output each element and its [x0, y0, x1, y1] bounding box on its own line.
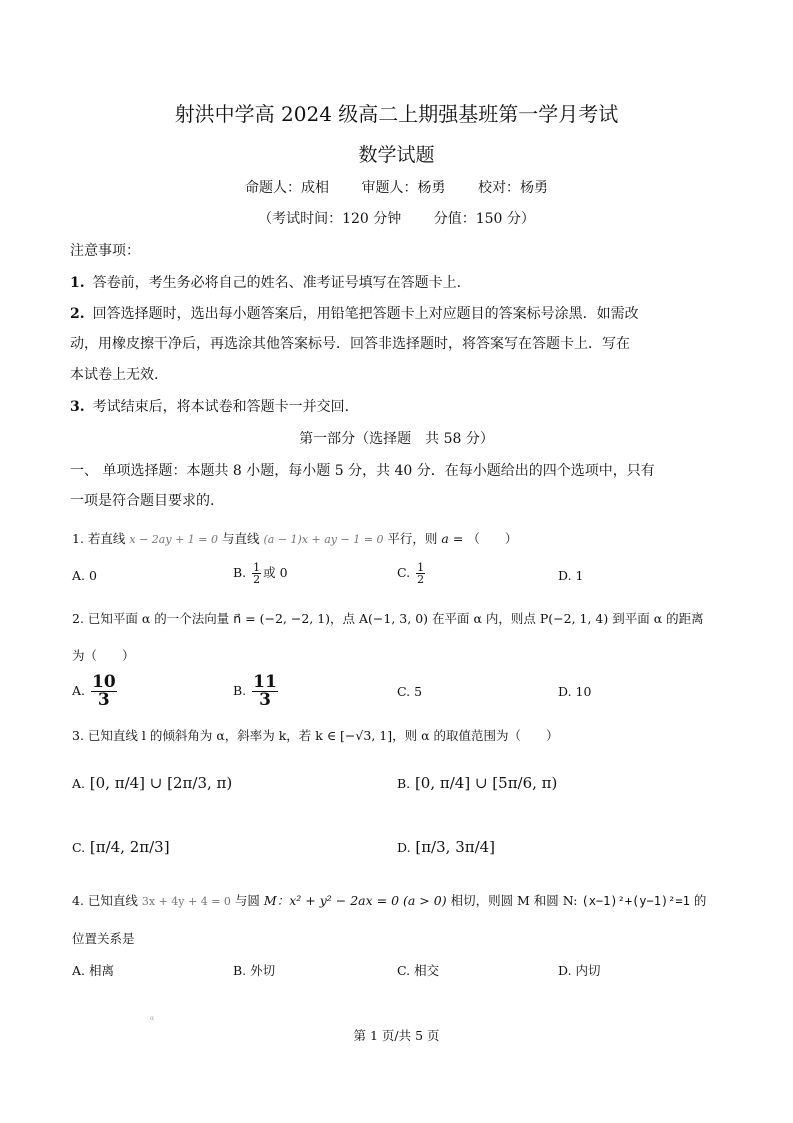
q4-circle-n: (x−1)²+(y−1)²=1: [581, 894, 690, 908]
q3-b-label: B.: [397, 776, 411, 791]
q3-option-a: [72, 774, 232, 792]
q1-stem-b: 与直线: [221, 531, 260, 546]
q1-b-fraction: [252, 562, 261, 585]
q3-c-expression: [π/4, 2π/3]: [89, 838, 170, 856]
q2-option-a: [72, 674, 119, 709]
q3-d-label: D.: [397, 840, 411, 855]
question-4-line-1: [72, 891, 706, 909]
q2-a-numerator: 10: [92, 672, 116, 692]
q3-option-d: [397, 838, 495, 856]
q1-option-d: D. 1: [558, 568, 584, 583]
q1-b-numerator: 1: [253, 561, 261, 574]
section-intro-line-2: 一项是符合题目要求的.: [70, 493, 215, 509]
q2-option-b: [233, 674, 280, 709]
question-4-line-2: 位置关系是: [72, 931, 135, 946]
authors-line: [0, 177, 793, 197]
note-3-number: 3.: [70, 399, 85, 415]
q3-a-expression: [0, π/4] ∪ [2π/3, π): [89, 774, 233, 792]
q1-line-1: x − 2ay + 1 = 0: [129, 533, 218, 546]
note-2-number: 2.: [70, 306, 85, 322]
question-1-stem: [72, 529, 517, 547]
note-2-line-1: [70, 303, 639, 323]
q4-stem-b: 与圆: [234, 893, 260, 908]
stray-mark: α: [150, 1015, 155, 1022]
q3-c-label: C.: [72, 840, 86, 855]
section-intro-line-1: 一、 单项选择题：本题共 8 小题，每小题 5 分，共 40 分．在每小题给出的四个选项中，只有: [70, 463, 655, 479]
note-3: [70, 396, 349, 416]
q4-stem-a: 4. 已知直线: [72, 893, 138, 908]
q4-option-b: B. 外切: [233, 963, 276, 978]
q4-line: 3x + 4y + 4 = 0: [141, 895, 231, 908]
q1-option-b: [233, 562, 288, 585]
q1-c-denominator: 2: [417, 573, 425, 586]
q2-a-label: A.: [72, 683, 86, 698]
section-title: 第一部分（选择题 共 58 分）: [299, 431, 494, 447]
q2-b-numerator: 11: [253, 672, 277, 692]
q4-option-a: A. 相离: [72, 963, 114, 978]
q2-b-denominator: 3: [259, 690, 271, 710]
q1-b-label: B.: [233, 565, 247, 580]
q4-stem-d: 的: [693, 893, 707, 908]
q1-line-2: (a − 1)x + ay − 1 = 0: [263, 533, 384, 546]
q1-b-suffix: 或 0: [263, 565, 288, 580]
q3-a-label: A.: [72, 776, 86, 791]
q2-option-c: C. 5: [397, 684, 423, 699]
q4-option-c: C. 相交: [397, 963, 440, 978]
note-1-text: 答卷前，考生务必将自己的姓名、准考证号填写在答题卡上.: [92, 275, 462, 291]
q1-option-a: A. 0: [72, 568, 97, 583]
q3-option-b: [397, 774, 557, 792]
setter: 命题人：成相: [245, 180, 330, 196]
q4-stem-c: 相切，则圆 M 和圆 N:: [450, 893, 578, 908]
q2-b-fraction: [252, 674, 278, 709]
note-1: [70, 272, 461, 292]
q2-b-label: B.: [233, 683, 247, 698]
exam-info: [0, 208, 793, 228]
q1-c-numerator: 1: [417, 561, 425, 574]
q1-c-fraction: [416, 562, 425, 585]
proofreader: 校对：杨勇: [477, 180, 548, 196]
note-2-line-2: 动，用橡皮擦干净后，再选涂其他答案标号．回答非选择题时，将答案写在答题卡上．写在: [70, 336, 630, 352]
exam-score: 分值：150 分）: [433, 211, 535, 227]
q3-b-expression: [0, π/4] ∪ [5π/6, π): [414, 774, 558, 792]
note-3-text: 考试结束后，将本试卷和答题卡一并交回.: [92, 399, 350, 415]
exam-title: 射洪中学高 2024 级高二上期强基班第一学月考试: [174, 102, 619, 126]
q1-variable: a =: [441, 531, 464, 546]
q1-option-c: [397, 562, 427, 585]
note-2-line-3: 本试卷上无效.: [70, 367, 159, 383]
q3-d-expression: [π/3, 3π/4]: [415, 838, 496, 856]
q4-circle-m: M：x² + y² − 2ax = 0 (a > 0): [263, 893, 447, 908]
q2-option-d: D. 10: [558, 684, 592, 699]
question-2-line-1: 2. 已知平面 α 的一个法向量 n⃗ = (−2, −2, 1)，点 A(−1, 3, 0) 在平面 α 内，则点 P(−2, 1, 4) 到平面 α 的距离: [72, 611, 704, 626]
note-1-number: 1.: [70, 275, 85, 291]
question-3-stem: 3. 已知直线 l 的倾斜角为 α，斜率为 k，若 k ∈ [−√3, 1]，则 α 的取值范围为（ ）: [72, 728, 559, 743]
reviewer: 审题人：杨勇: [361, 180, 446, 196]
notes-heading: 注意事项：: [70, 243, 140, 259]
q1-c-label: C.: [397, 565, 411, 580]
exam-subtitle: 数学试题: [358, 144, 435, 166]
q1-stem-c: 平行，则: [387, 531, 438, 546]
note-2-text-1: 回答选择题时，选出每小题答案后，用铅笔把答题卡上对应题目的答案标号涂黑．如需改: [92, 306, 639, 322]
q2-a-denominator: 3: [97, 690, 110, 710]
q2-a-fraction: [91, 674, 117, 709]
question-2-line-2: 为（ ）: [72, 648, 135, 663]
q1-stem-a: 1. 若直线: [72, 531, 126, 546]
q4-option-d: D. 内切: [558, 963, 601, 978]
page-number: 第 1 页/共 5 页: [353, 1028, 440, 1043]
q1-stem-d: （ ）: [467, 531, 518, 546]
exam-time: （考试时间：120 分钟: [258, 211, 402, 227]
q3-option-c: [72, 838, 170, 856]
q1-b-denominator: 2: [253, 573, 261, 586]
